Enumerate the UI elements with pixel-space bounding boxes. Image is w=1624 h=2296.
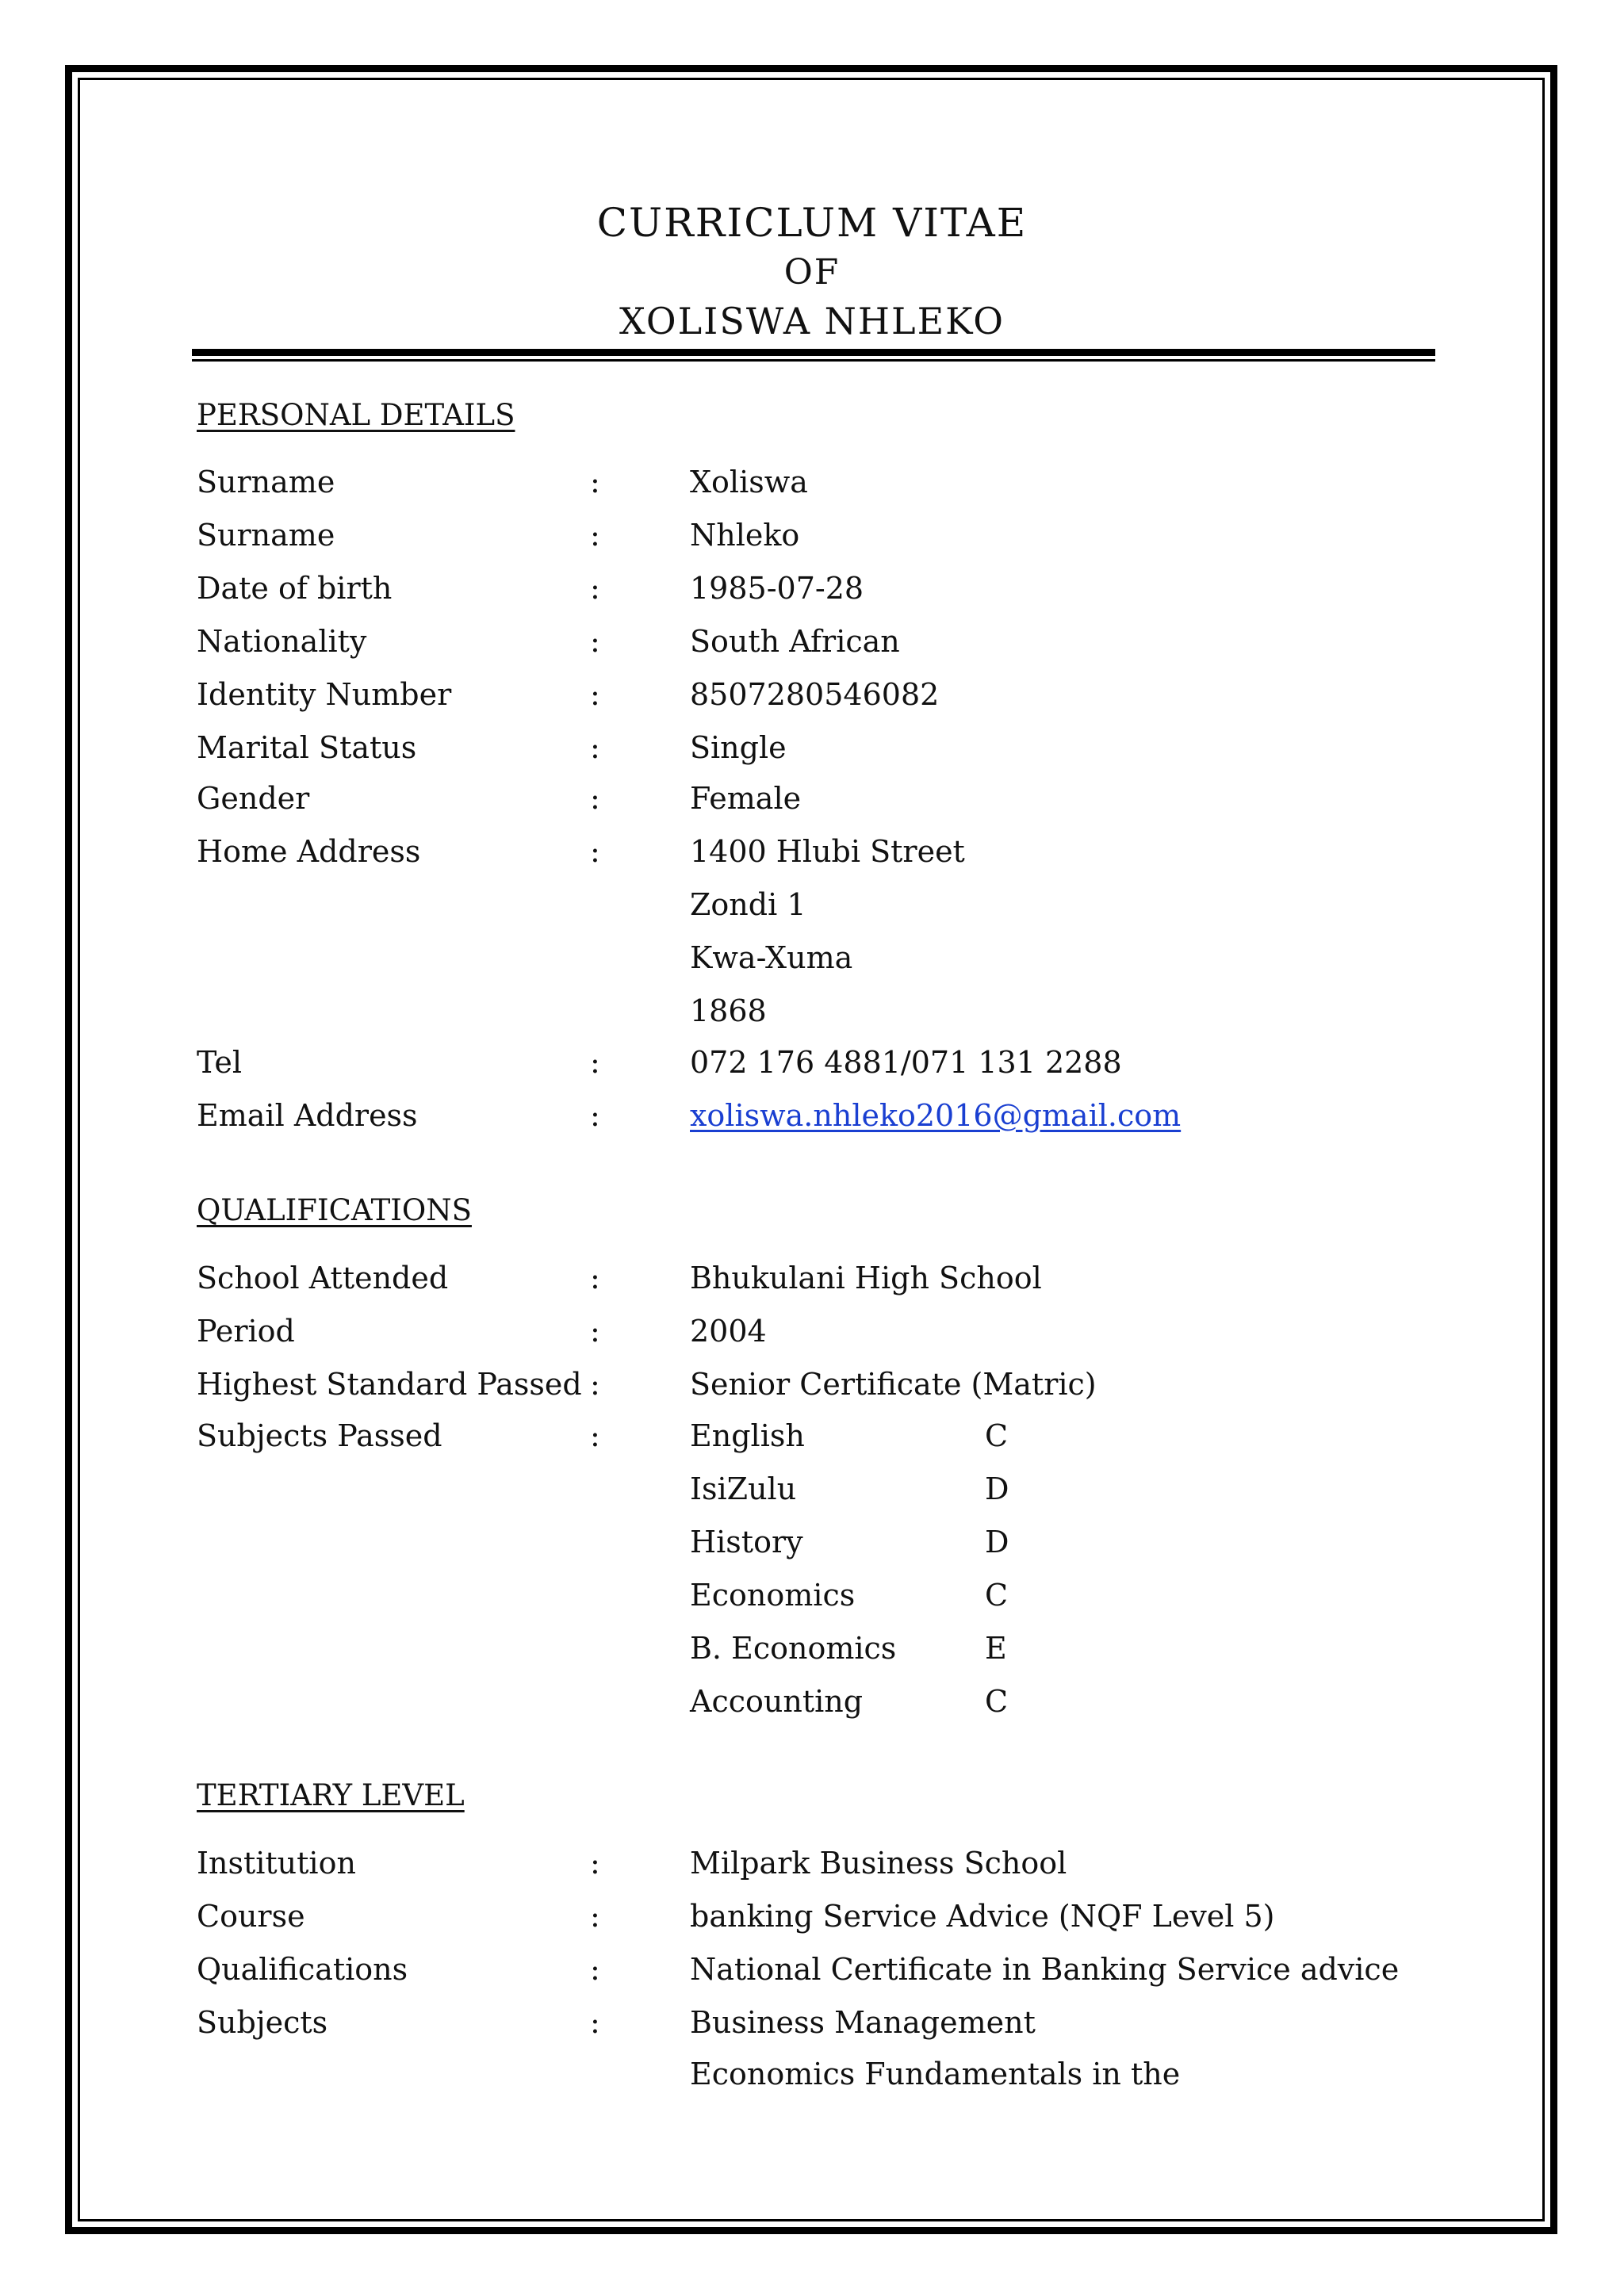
row-label: Tel (197, 1045, 243, 1080)
subject-grade: D (985, 1471, 1009, 1506)
row-label: Date of birth (197, 571, 393, 606)
row-colon: : (590, 1045, 600, 1080)
row-label: Surname (197, 465, 335, 499)
row-value: Female (690, 781, 802, 816)
row-label: Qualifications (197, 1952, 408, 1987)
row-value: National Certificate in Banking Service advice (690, 1952, 1400, 1987)
row-value: Nhleko (690, 518, 800, 553)
row-value: Milpark Business School (690, 1846, 1067, 1881)
document-title-of: OF (783, 252, 841, 293)
row-value: Senior Certificate (Matric) (690, 1367, 1097, 1402)
email-link[interactable]: xoliswa.nhleko2016@gmail.com (690, 1098, 1182, 1133)
row-label: Identity Number (197, 677, 452, 712)
tertiary-level-heading: TERTIARY LEVEL (197, 1778, 465, 1812)
row-label: Nationality (197, 624, 367, 659)
row-value: Bhukulani High School (690, 1261, 1042, 1295)
row-label: Surname (197, 518, 335, 553)
row-label: Marital Status (197, 730, 417, 765)
row-colon: : (590, 1314, 600, 1349)
subject-grade: E (985, 1631, 1007, 1666)
subject-name: History (690, 1525, 803, 1559)
row-colon: : (590, 677, 600, 712)
row-colon: : (590, 518, 600, 553)
document-title: CURRICLUM VITAE (596, 200, 1028, 246)
row-value: 1868 (690, 993, 767, 1028)
row-value: Kwa-Xuma (690, 940, 853, 975)
title-rule-thick (192, 349, 1435, 356)
row-colon: : (590, 781, 600, 816)
row-label: Highest Standard Passed (197, 1367, 582, 1402)
row-value: Zondi 1 (690, 887, 806, 922)
row-value: Single (690, 730, 787, 765)
row-colon: : (590, 465, 600, 499)
row-value: 1985-07-28 (690, 571, 864, 606)
row-colon: : (590, 2005, 600, 2040)
row-value: 072 176 4881/071 131 2288 (690, 1045, 1122, 1080)
subject-name: English (690, 1418, 805, 1453)
subject-grade: D (985, 1525, 1009, 1559)
title-rule-thin (192, 359, 1435, 362)
row-colon: : (590, 1899, 600, 1934)
row-label: Institution (197, 1846, 356, 1881)
row-colon: : (590, 1952, 600, 1987)
row-value: banking Service Advice (NQF Level 5) (690, 1899, 1275, 1934)
qualifications-heading: QUALIFICATIONS (197, 1193, 472, 1227)
row-value: Economics Fundamentals in the (690, 2057, 1181, 2091)
subject-name: Accounting (690, 1684, 864, 1719)
row-colon: : (590, 834, 600, 869)
row-colon: : (590, 1418, 600, 1453)
row-value: 1400 Hlubi Street (690, 834, 965, 869)
row-value: 8507280546082 (690, 677, 940, 712)
subject-name: IsiZulu (690, 1471, 797, 1506)
row-colon: : (590, 571, 600, 606)
row-label: Gender (197, 781, 310, 816)
subject-name: Economics (690, 1578, 856, 1613)
row-colon: : (590, 1846, 600, 1881)
row-label: Subjects (197, 2005, 328, 2040)
subject-name: B. Economics (690, 1631, 897, 1666)
row-colon: : (590, 1098, 600, 1133)
row-label: Email Address (197, 1098, 418, 1133)
row-label: Course (197, 1899, 305, 1934)
personal-details-heading: PERSONAL DETAILS (197, 398, 515, 432)
row-value: Business Management (690, 2005, 1036, 2040)
row-colon: : (590, 1367, 600, 1402)
row-value: 2004 (690, 1314, 767, 1349)
row-label: Period (197, 1314, 295, 1349)
row-colon: : (590, 624, 600, 659)
subject-grade: C (985, 1418, 1009, 1453)
document-title-name: XOLISWA NHLEKO (619, 300, 1005, 342)
row-value: South African (690, 624, 900, 659)
subject-grade: C (985, 1578, 1009, 1613)
row-label: School Attended (197, 1261, 449, 1295)
row-label: Home Address (197, 834, 421, 869)
row-value: Xoliswa (690, 465, 808, 499)
row-colon: : (590, 730, 600, 765)
row-label: Subjects Passed (197, 1418, 442, 1453)
row-colon: : (590, 1261, 600, 1295)
subject-grade: C (985, 1684, 1009, 1719)
